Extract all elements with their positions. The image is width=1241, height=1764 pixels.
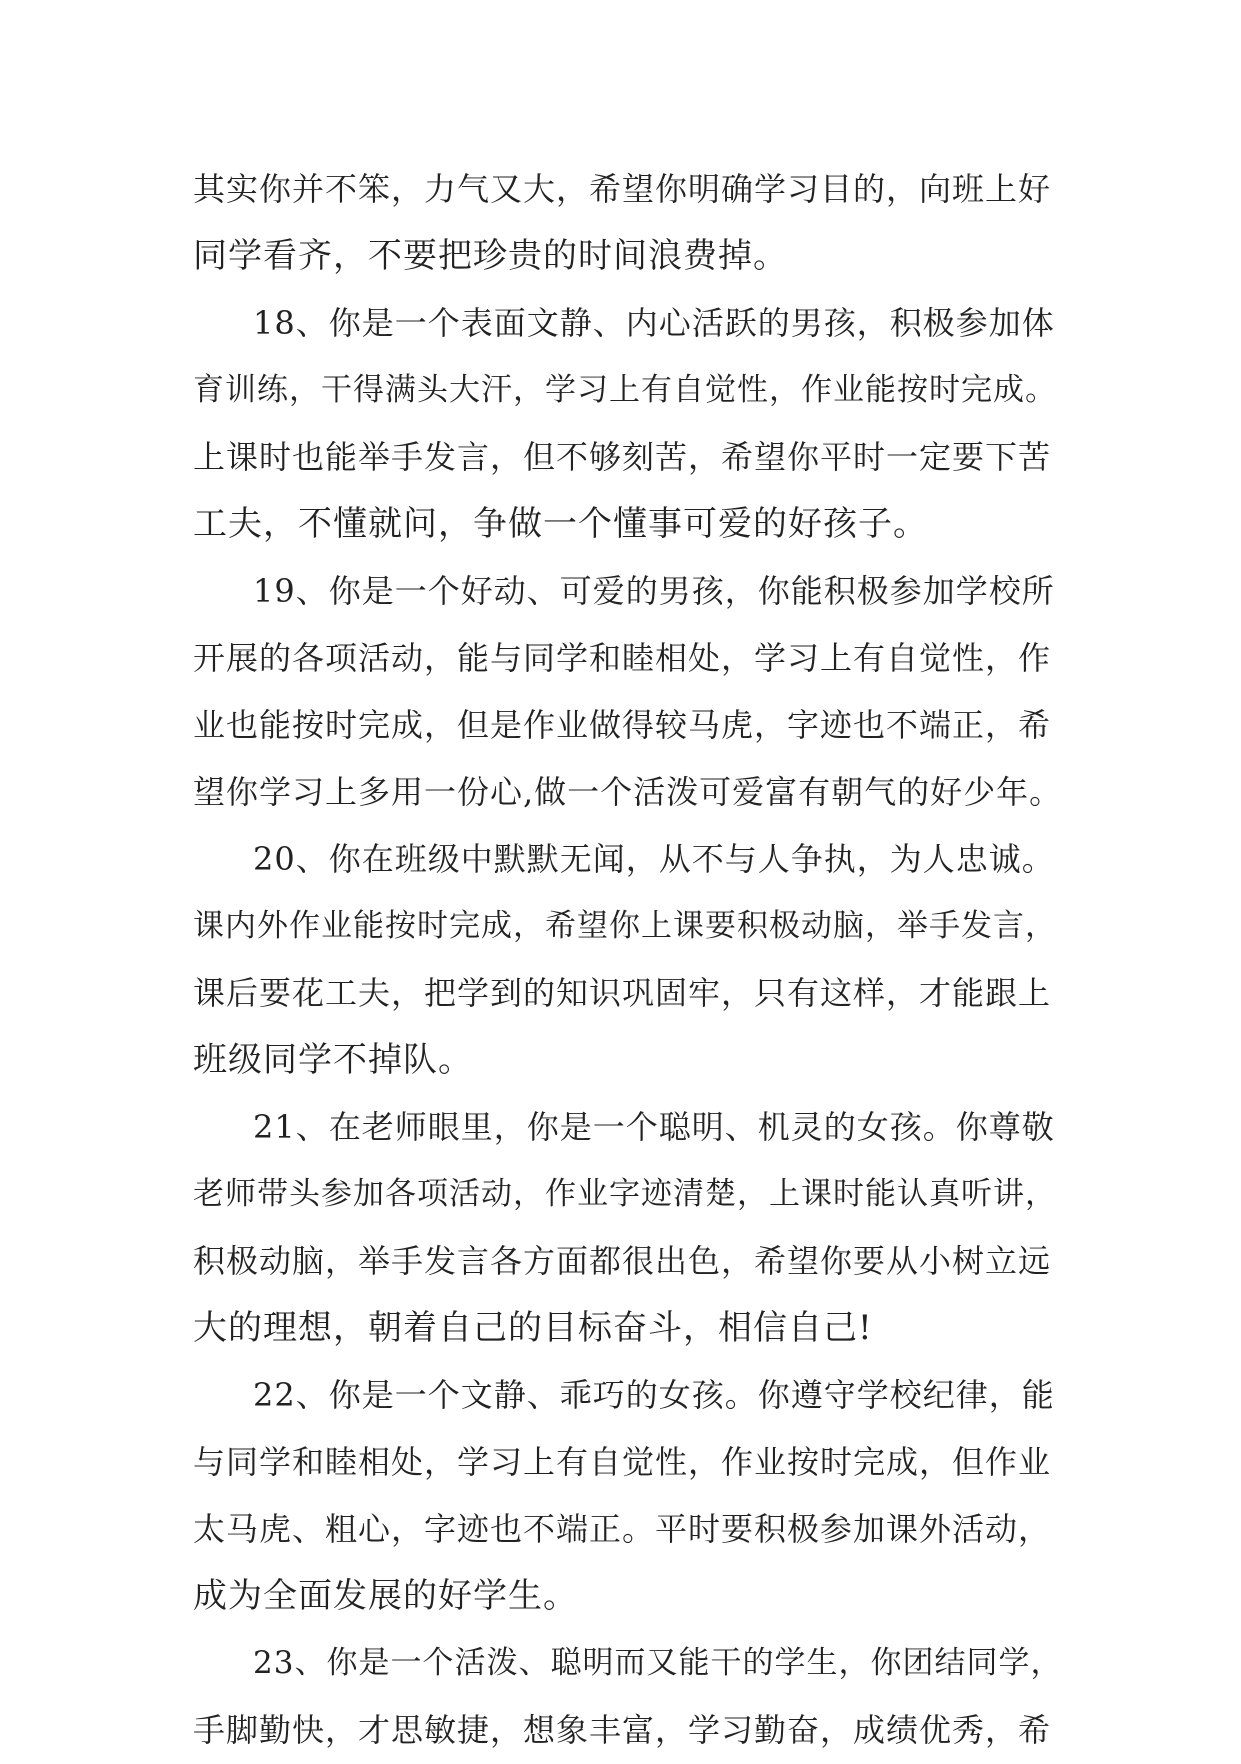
text-line: 业也能按时完成，但是作业做得较马虎，字迹也不端正，希	[193, 706, 1052, 744]
text-line: 育训练，干得满头大汗，学习上有自觉性，作业能按时完成。	[193, 372, 1057, 408]
text-line: 同学看齐，不要把珍贵的时间浪费掉。	[193, 236, 788, 276]
text-line: 大的理想，朝着自己的目标奋斗，相信自己!	[193, 1308, 873, 1348]
paragraph-start-line: 21、在老师眼里，你是一个聪明、机灵的女孩。你尊敬	[253, 1108, 1055, 1146]
text-line: 手脚勤快，才思敏捷，想象丰富，学习勤奋，成绩优秀，希	[193, 1711, 1052, 1749]
paragraph-start-line: 23、你是一个活泼、聪明而又能干的学生，你团结同学，	[253, 1645, 1063, 1681]
text-line: 开展的各项活动，能与同学和睦相处，学习上有自觉性，作	[193, 639, 1052, 677]
paragraph-start-line: 19、你是一个好动、可爱的男孩，你能积极参加学校所	[253, 572, 1055, 610]
text-line: 与同学和睦相处，学习上有自觉性，作业按时完成，但作业	[193, 1443, 1052, 1481]
paragraph-start-line: 18、你是一个表面文静、内心活跃的男孩，积极参加体	[253, 304, 1055, 342]
text-line: 工夫，不懂就问，争做一个懂事可爱的好孩子。	[193, 504, 928, 544]
text-line: 上课时也能举手发言，但不够刻苦，希望你平时一定要下苦	[193, 438, 1052, 476]
text-line: 班级同学不掉队。	[193, 1040, 473, 1080]
text-line: 成为全面发展的好学生。	[193, 1576, 578, 1616]
text-line: 望你学习上多用一份心,做一个活泼可爱富有朝气的好少年。	[193, 773, 1063, 811]
document-body	[193, 156, 1063, 1764]
text-line: 其实你并不笨，力气又大，希望你明确学习目的，向班上好	[193, 170, 1052, 208]
text-line: 老师带头参加各项活动，作业字迹清楚，上课时能认真听讲，	[193, 1176, 1057, 1212]
text-line: 积极动脑，举手发言各方面都很出色，希望你要从小树立远	[193, 1242, 1052, 1280]
text-line: 课内外作业能按时完成，希望你上课要积极动脑，举手发言，	[193, 908, 1057, 944]
paragraph-start-line: 20、你在班级中默默无闻，从不与人争执，为人忠诚。	[253, 840, 1055, 878]
paragraph-start-line: 22、你是一个文静、乖巧的女孩。你遵守学校纪律，能	[253, 1376, 1055, 1414]
text-line: 太马虎、粗心，字迹也不端正。平时要积极参加课外活动，	[193, 1510, 1052, 1548]
text-line: 课后要花工夫，把学到的知识巩固牢，只有这样，才能跟上	[193, 974, 1052, 1012]
